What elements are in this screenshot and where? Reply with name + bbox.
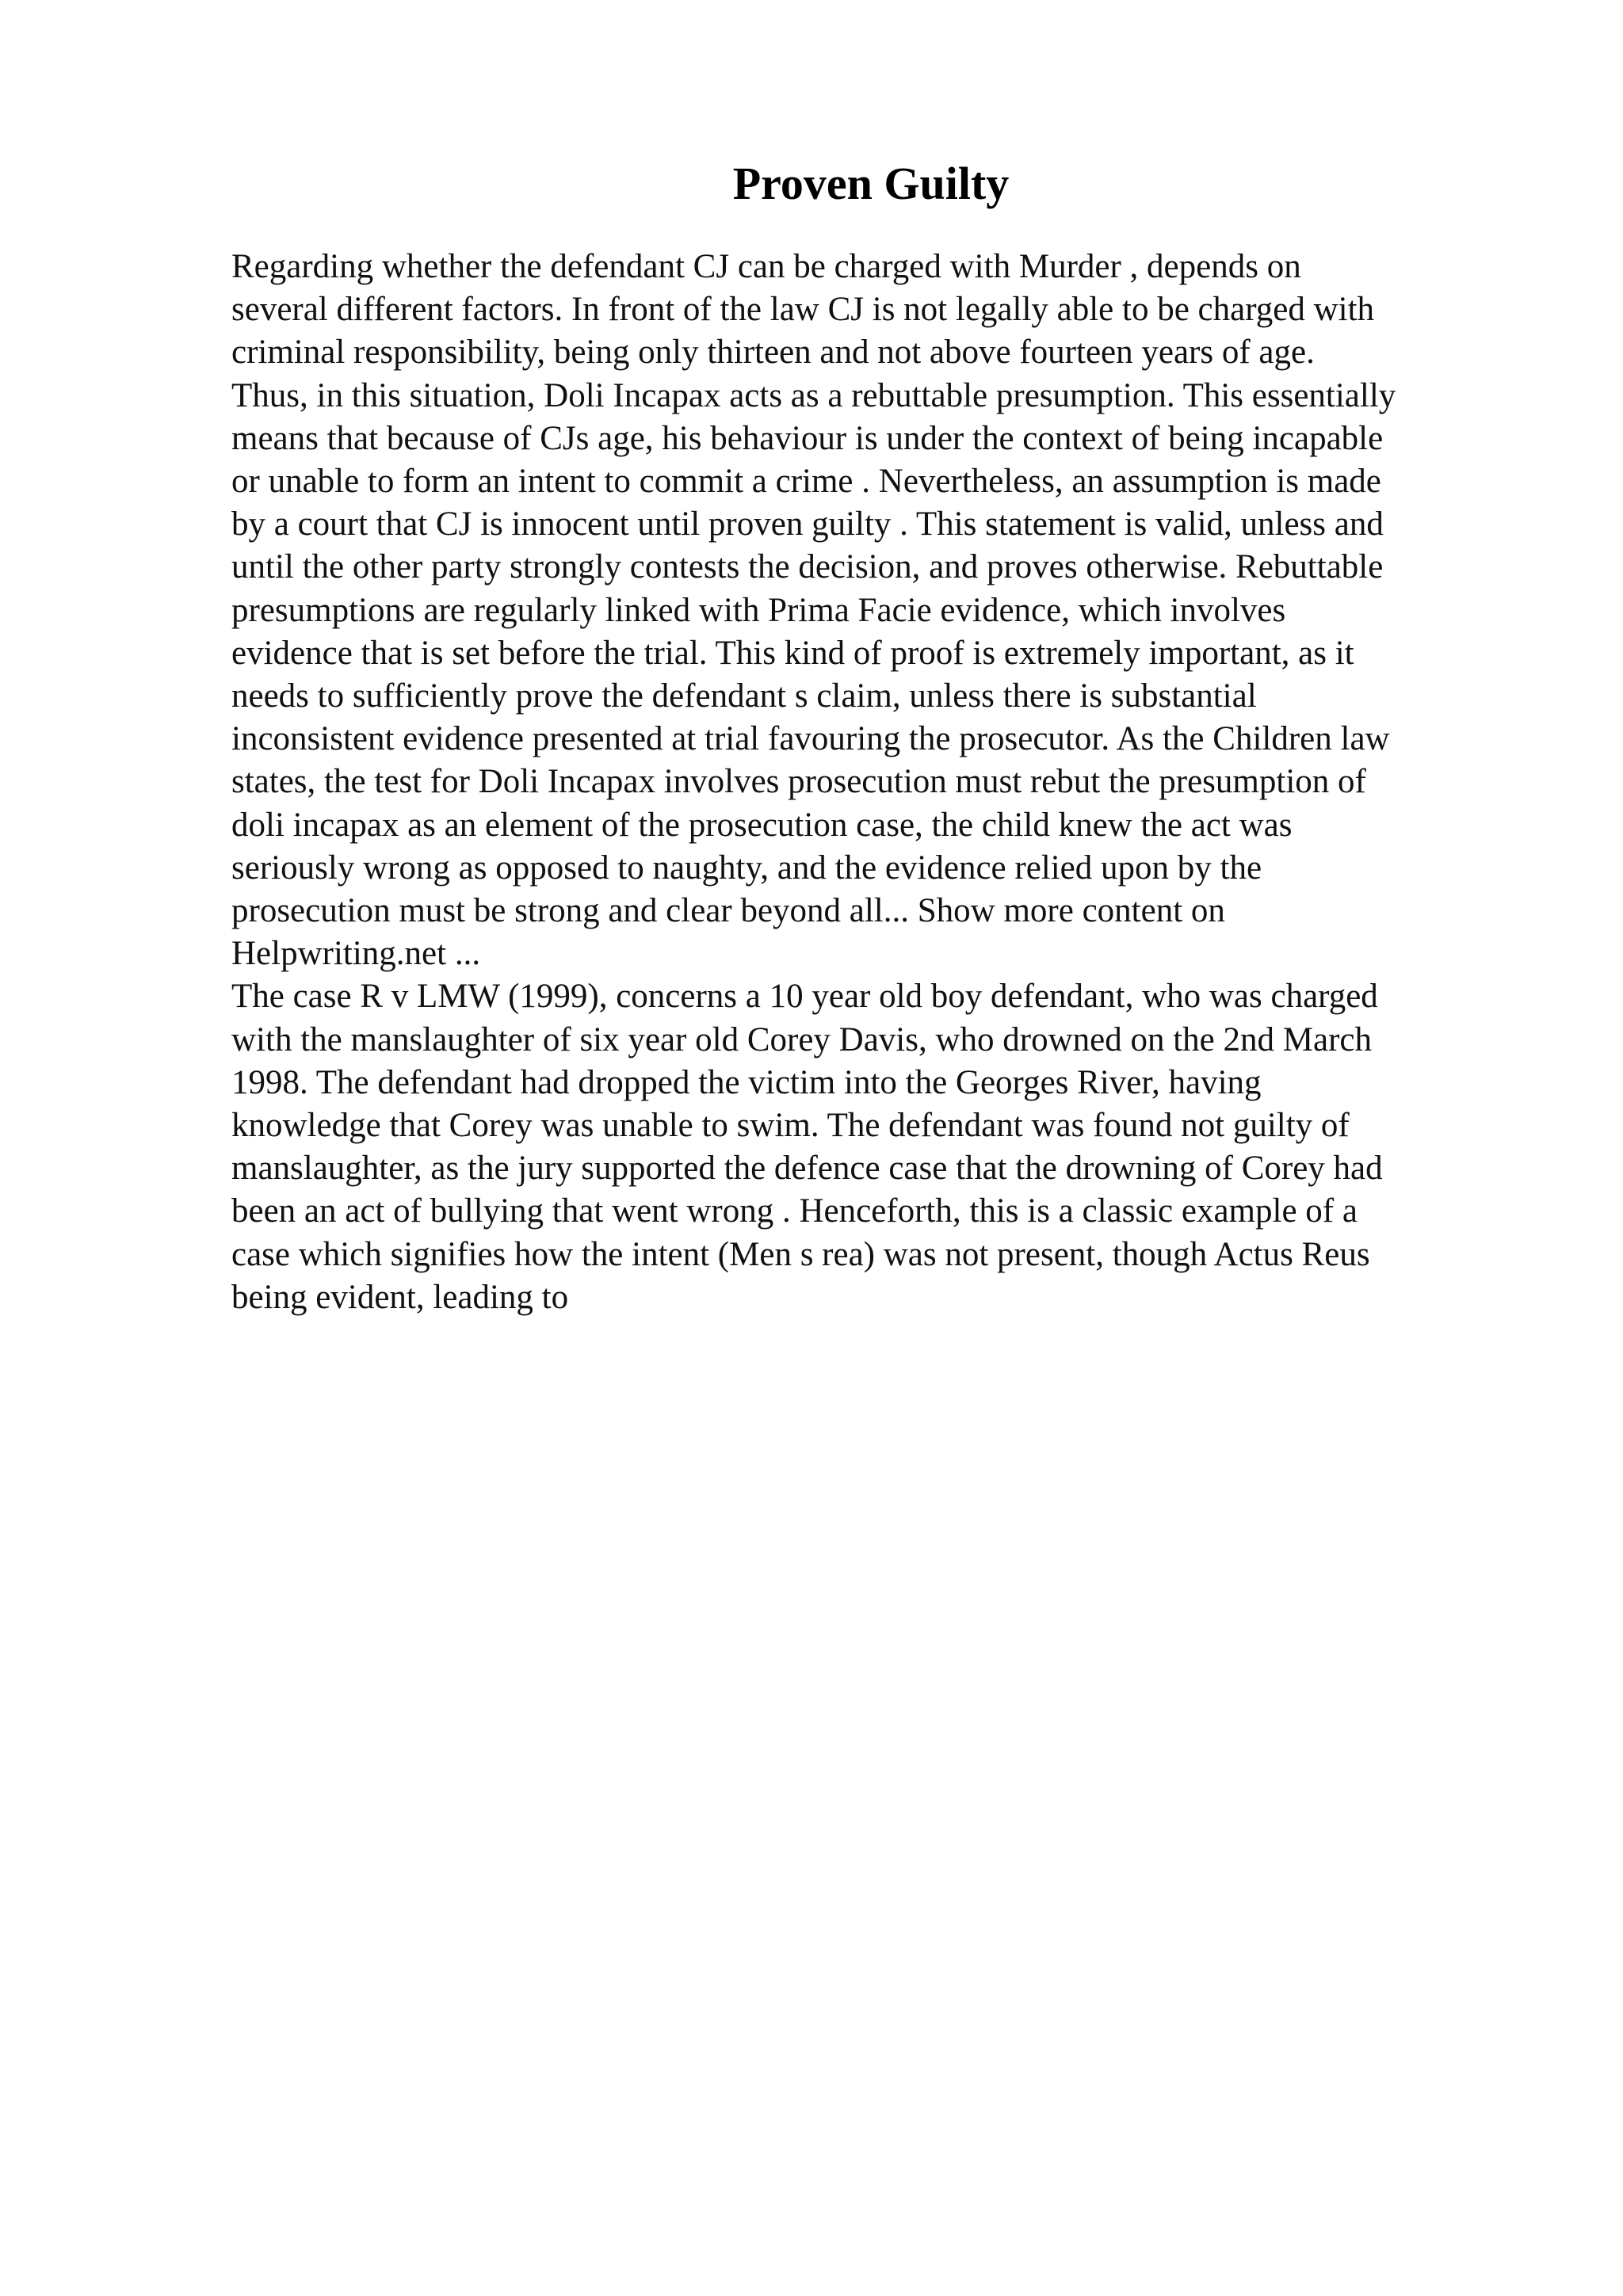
document-title: Proven Guilty (732, 158, 1010, 209)
paragraph-doli-incapax: Regarding whether the defendant CJ can be charged with Murder , depends on several different factors. In front of the law CJ is not legally able to be charged with criminal responsibility, being only thirteen and not above fourteen years of age. Thus, in this situation, Doli Incapax acts as a rebuttable presumption. This essentially means that because of CJs age, his behaviour is under the context of being incapable or unable to form an intent to commit a crime . Nevertheless, an assumption is made by a court that CJ is innocent until proven guilty . This statement is valid, unless and until the other party strongly contests the decision, and proves otherwise. Rebuttable presumptions are regularly linked with Prima Facie evidence, which involves evidence that is set before the trial. This kind of proof is extremely important, as it needs to sufficiently prove the defendant s claim, unless there is substantial inconsistent evidence presented at trial favouring the prosecutor. As the Children law states, the test for Doli Incapax involves prosecution must rebut the presumption of doli incapax as an element of the prosecution case, the child knew the act was seriously wrong as opposed to naughty, and the evidence relied upon by the prosecution must be strong and clear beyond all... Show more content on Helpwriting.net ... (231, 248, 1396, 973)
document-body (231, 246, 1515, 1319)
paragraph-r-v-lmw: The case R v LMW (1999), concerns a 10 year old boy defendant, who was charged with the manslaughter of six year old Corey Davis, who drowned on the 2nd March 1998. The defendant had dropped the victim into the Georges River, having knowledge that Corey was unable to swim. The defendant was found not guilty of manslaughter, as the jury supported the defence case that the drowning of Corey had been an act of bullying that went wrong . Henceforth, this is a classic example of a case which signifies how the intent (Men s rea) was not present, though Actus Reus being evident, leading to (231, 978, 1383, 1316)
